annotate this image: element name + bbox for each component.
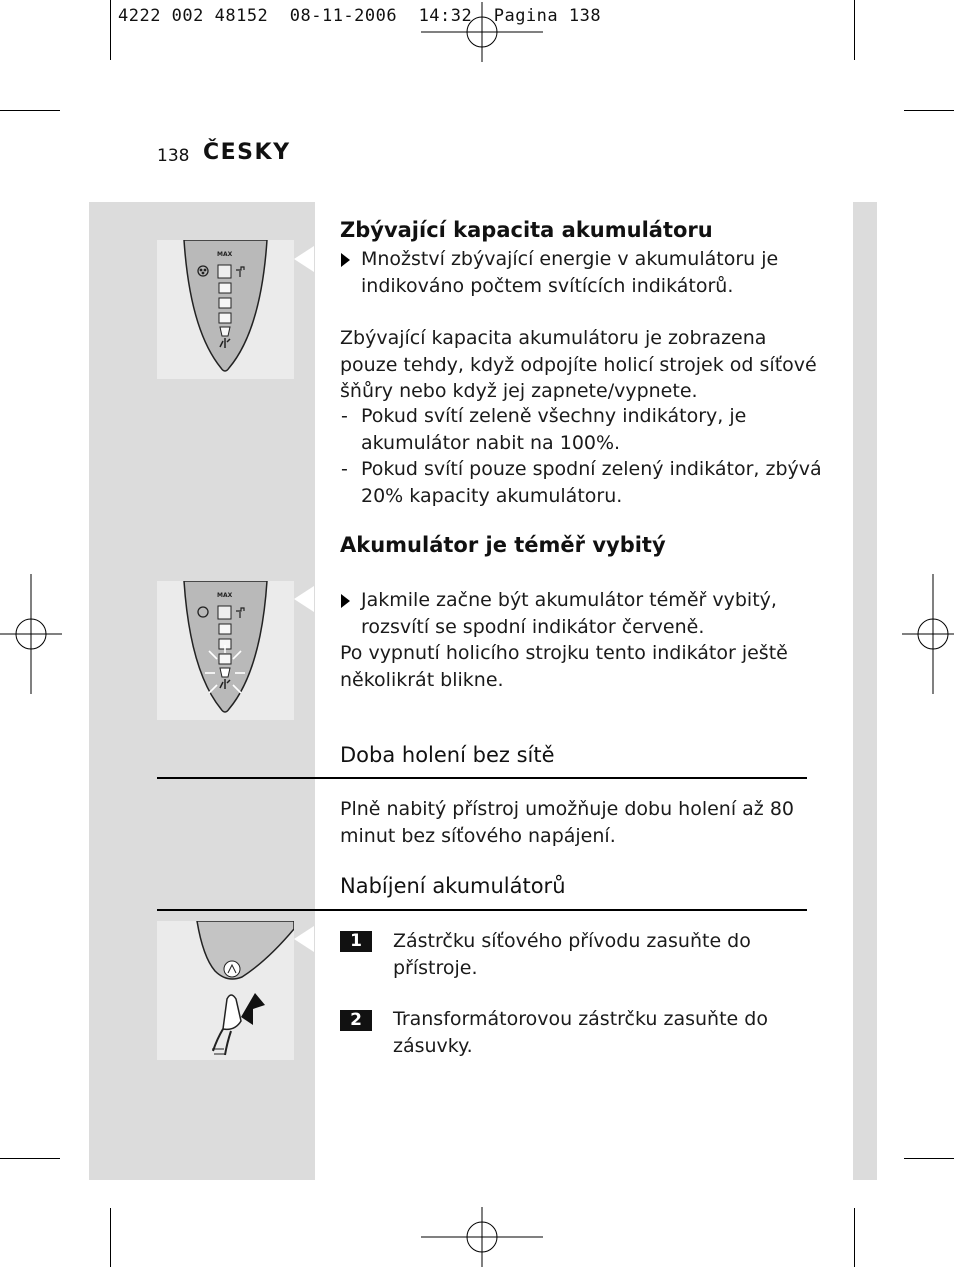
crop-mark [110,0,111,60]
crop-mark [854,1208,855,1267]
crop-mark [110,1208,111,1267]
pointer-icon [294,586,314,612]
crop-mark [0,1158,60,1159]
triangle-bullet-icon [341,594,350,608]
illustration-battery-display [157,240,294,379]
pointer-icon [294,926,314,952]
low-paragraph: Po vypnutí holicího strojku tento indikátor ještě několikrát blikne. [340,642,788,691]
low-bullet-text: Jakmile začne být akumulátor téměř vybitý, rozsvítí se spodní indikátor červeně. [361,589,777,638]
print-header: 4222 002 48152 08-11-2006 14:32 Pagina 138 [118,6,602,26]
crop-mark [0,110,60,111]
shaver-battery-display-icon [157,240,294,379]
step-text: Transformátorovou zástrčku zasuňte do zásuvky. [393,1008,768,1057]
list-dash: - [341,405,348,427]
registration-target-icon [902,574,954,694]
section-title-remaining: Zbývající kapacita akumulátoru [340,218,713,242]
crop-mark [904,110,954,111]
list-item: Pokud svítí zeleně všechny indikátory, je akumulátor nabit na 100%. [361,405,747,454]
remaining-paragraph: Zbývající kapacita akumulátoru je zobrazena pouze tehdy, když odpojíte holicí strojek od síťové šňůry nebo když jej zapnete/vypnete. [340,327,817,402]
pointer-icon [294,246,314,272]
display-max-label: MAX [217,592,233,599]
cordless-paragraph: Plně nabitý přístroj umožňuje dobu holení až 80 minut bez síťového napájení. [340,798,794,847]
crop-mark [904,1158,954,1159]
section-rule [157,777,807,779]
display-max-label: MAX [217,251,233,258]
triangle-bullet-icon [341,253,350,267]
section-title-low: Akumulátor je téměř vybitý [340,533,666,557]
step-number-badge: 2 [340,1010,372,1031]
illustration-battery-low [157,581,294,720]
page-language: ČESKY [203,140,291,165]
section-title-charging: Nabíjení akumulátorů [340,874,566,898]
margin-bar [853,202,877,1180]
illustration-charging [157,921,294,1060]
crop-mark [854,0,855,60]
list-dash: - [341,458,348,480]
section-title-cordless: Doba holení bez sítě [340,743,555,767]
registration-target-icon [0,574,62,694]
registration-target-icon [421,1207,543,1267]
page-number: 138 [157,146,190,166]
remaining-bullet-text: Množství zbývající energie v akumulátoru je indikováno počtem svítících indikátorů. [361,248,779,297]
shaver-battery-low-icon [157,581,294,720]
step-text: Zástrčku síťového přívodu zasuňte do přístroje. [393,930,751,979]
shaver-charging-plug-icon [157,921,294,1060]
step-number-badge: 1 [340,931,372,952]
section-rule [157,909,807,911]
list-item: Pokud svítí pouze spodní zelený indikátor, zbývá 20% kapacity akumulátoru. [361,458,822,507]
